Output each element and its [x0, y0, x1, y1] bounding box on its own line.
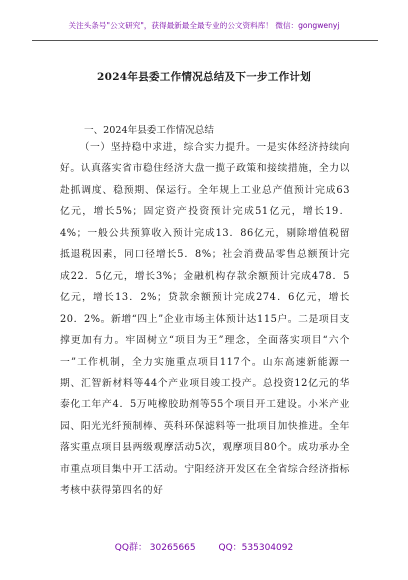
- contact-footer: [0, 540, 408, 553]
- document-title: 2024年县委工作情况总结及下一步工作计划: [96, 71, 312, 83]
- body-paragraph: （一）坚持稳中求进，综合实力提升。一是实体经济持续向好。认真落实省市稳住经济大盘一揽子政策和接续措施，全力以赴抓调度、稳预期、保运行。全年规上工业总产值预计完成63亿元，增长5%；固定资产投资预计完成51亿元，增长19．4%；一般公共预算收入预计完成13．86亿元，剔除增值税留抵退税因素，同口径增长5．8%；社会消费品零售总额预计完成22．5亿元，增长3%；金融机构存款余额预计完成478．5亿元，增长13．2%；贷款余额预计完成274．6亿元，增长20．2%。新增“四上”企业市场主体预计达115户。二是项目支撑更加有力。牢固树立“项目为王”理念，全面落实项目“六个一”工作机制，全力实施重点项目117个。山东高速新能源一期、汇智新材料等44个产业项目竣工投产。总投资12亿元的华泰化工年产4．5万吨橡胶助剂等55个项目开工建设。小米产业园、阳光光纤预制棒、英科环保滤料等一批项目加快推进。全年落实重点项目县两级观摩活动5次，观摩项目80个。成功承办全市重点项目集中开工活动。宁阳经济开发区在全省综合经济指标考核中获得第四名的好: [60, 142, 350, 497]
- section-heading: 一、2024年县委工作情况总结: [84, 125, 214, 136]
- qq-group-text: QQ群： 30265665: [114, 543, 196, 553]
- header-divider: [32, 40, 378, 41]
- promo-header: 关注头条号"公文研究"，获得最新最全最专业的公文资料库！ 微信：gongwenyj: [68, 21, 340, 30]
- qq-number-text: QQ：535304092: [218, 543, 294, 553]
